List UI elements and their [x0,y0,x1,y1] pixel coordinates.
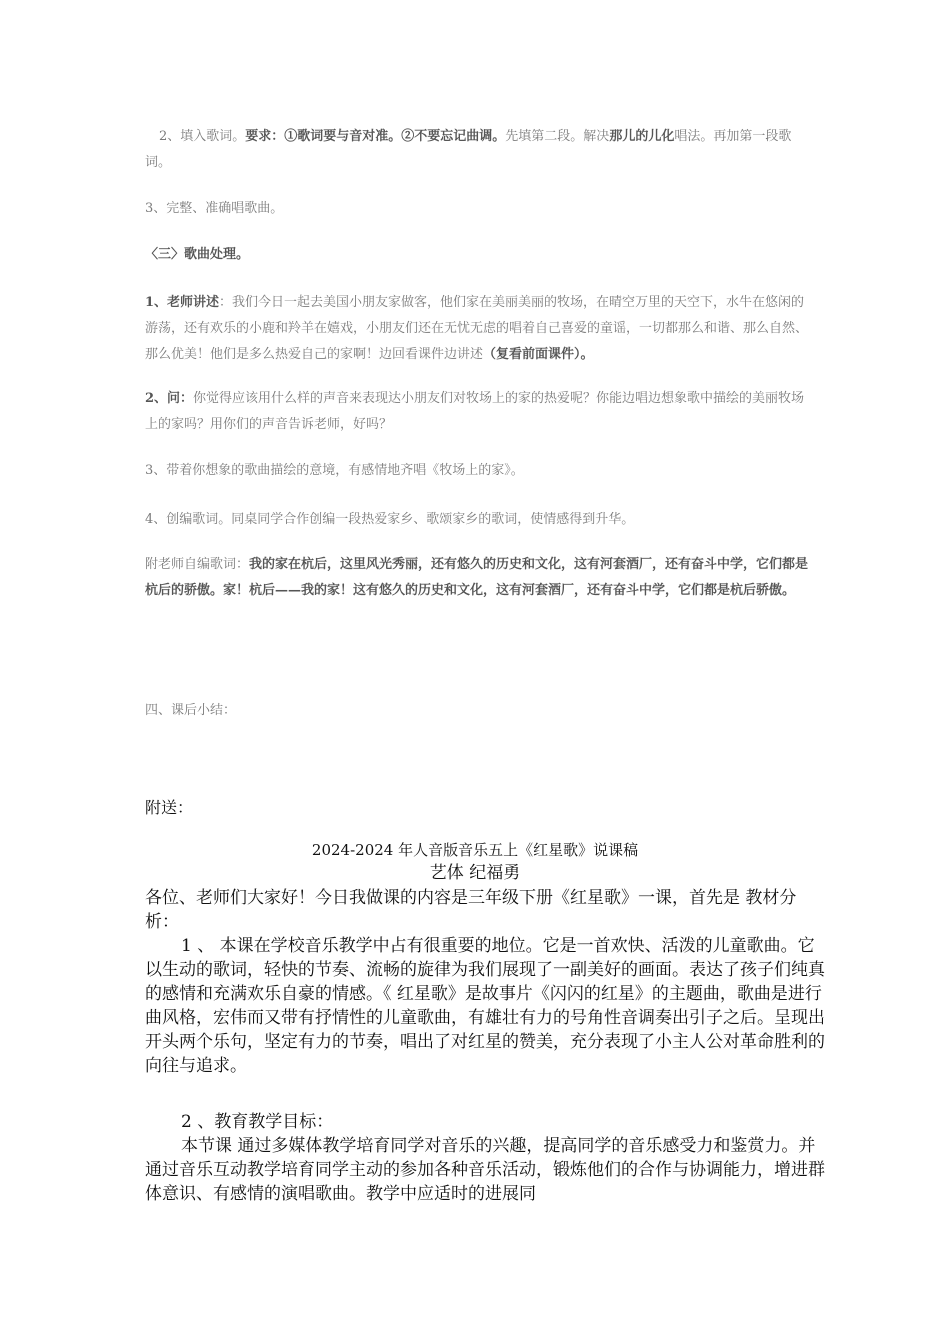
step-create-lyrics: 4、创编歌词。同桌同学合作创编一段热爱家乡、歌颂家乡的歌词，使情感得到升华。 [145,512,635,527]
section-2-body: 本节课 通过多媒体教学培育同学对音乐的兴趣，提高同学的音乐感受力和鉴赏力。并通过音乐互动教学培育同学主动的参加各种音乐活动，锻炼他们的合作与协调能力，增进群体意识、有感情的演唱歌曲。教学中应适时的进展同 [145,1136,825,1204]
step-sing-complete: 3、完整、准确唱歌曲。 [145,201,284,216]
section-2-title: 2 、教育教学目标： [181,1112,334,1132]
document-title: 2024-2024 年人音版音乐五上《红星歌》说课稿 [311,841,639,859]
step-fill-lyrics: 2、填入歌词。要求：①歌词要与音对准。②不要忘记曲调。先填第二段。解决那儿的儿化唱法。再加第一段歌词。 [145,129,792,170]
intro-paragraph: 各位、老师们大家好！今日我做课的内容是三年级下册《红星歌》一课，首先是 教材分析： [145,888,797,932]
question-paragraph: 2、问：你觉得应该用什么样的声音来表现达小朋友们对牧场上的家的热爱呢？你能边唱边想象歌中描绘的美丽牧场上的家吗？用你们的声音告诉老师，好吗？ [145,391,805,432]
section-1-paragraph: 1 、 本课在学校音乐教学中占有很重要的地位。它是一首欢快、活泼的儿童歌曲。它以生动的歌词，轻快的节奏、流畅的旋律为我们展现了一副美好的画面。表达了孩子们纯真的感情和充满欢乐自豪的情感。《 红星歌》是故事片《闪闪的红星》的主题曲，歌曲是进行曲风格，宏伟而又带有抒情性的儿童歌曲，有雄壮有力的号角性音调奏出引子之后。呈现出开头两个乐句，坚定有力的节奏，唱出了对红星的赞美，充分表现了小主人公对革命胜利的向往与追求。 [145,936,825,1076]
teacher-narration: 1、老师讲述：我们今日一起去美国小朋友家做客，他们家在美丽美丽的牧场，在晴空万里的天空下，水牛在悠闲的游荡，还有欢乐的小鹿和羚羊在嬉戏，小朋友们还在无忧无虑的唱着自己喜爱的童谣，一切都那么和谐、那么自然、那么优美！他们是多么热爱自己的家啊！边回看课件边讲述（复看前面课件）。 [145,295,809,362]
appendix-label: 附送： [145,798,194,817]
teacher-lyrics: 附老师自编歌词：我的家在杭后，这里风光秀丽，还有悠久的历史和文化，这有河套酒厂，还有奋斗中学，它们都是杭后的骄傲。家！杭后——我的家！这有悠久的历史和文化，这有河套酒厂，还有奋斗中学，它们都是杭后骄傲。 [145,557,809,598]
after-class-summary: 四、课后小结： [145,703,237,718]
section-song-processing: 〈三〉歌曲处理。 [145,247,250,262]
step-sing-together: 3、带着你想象的歌曲描绘的意境，有感情地齐唱《牧场上的家》。 [145,463,524,478]
author-line: 艺体 纪福勇 [429,863,521,883]
